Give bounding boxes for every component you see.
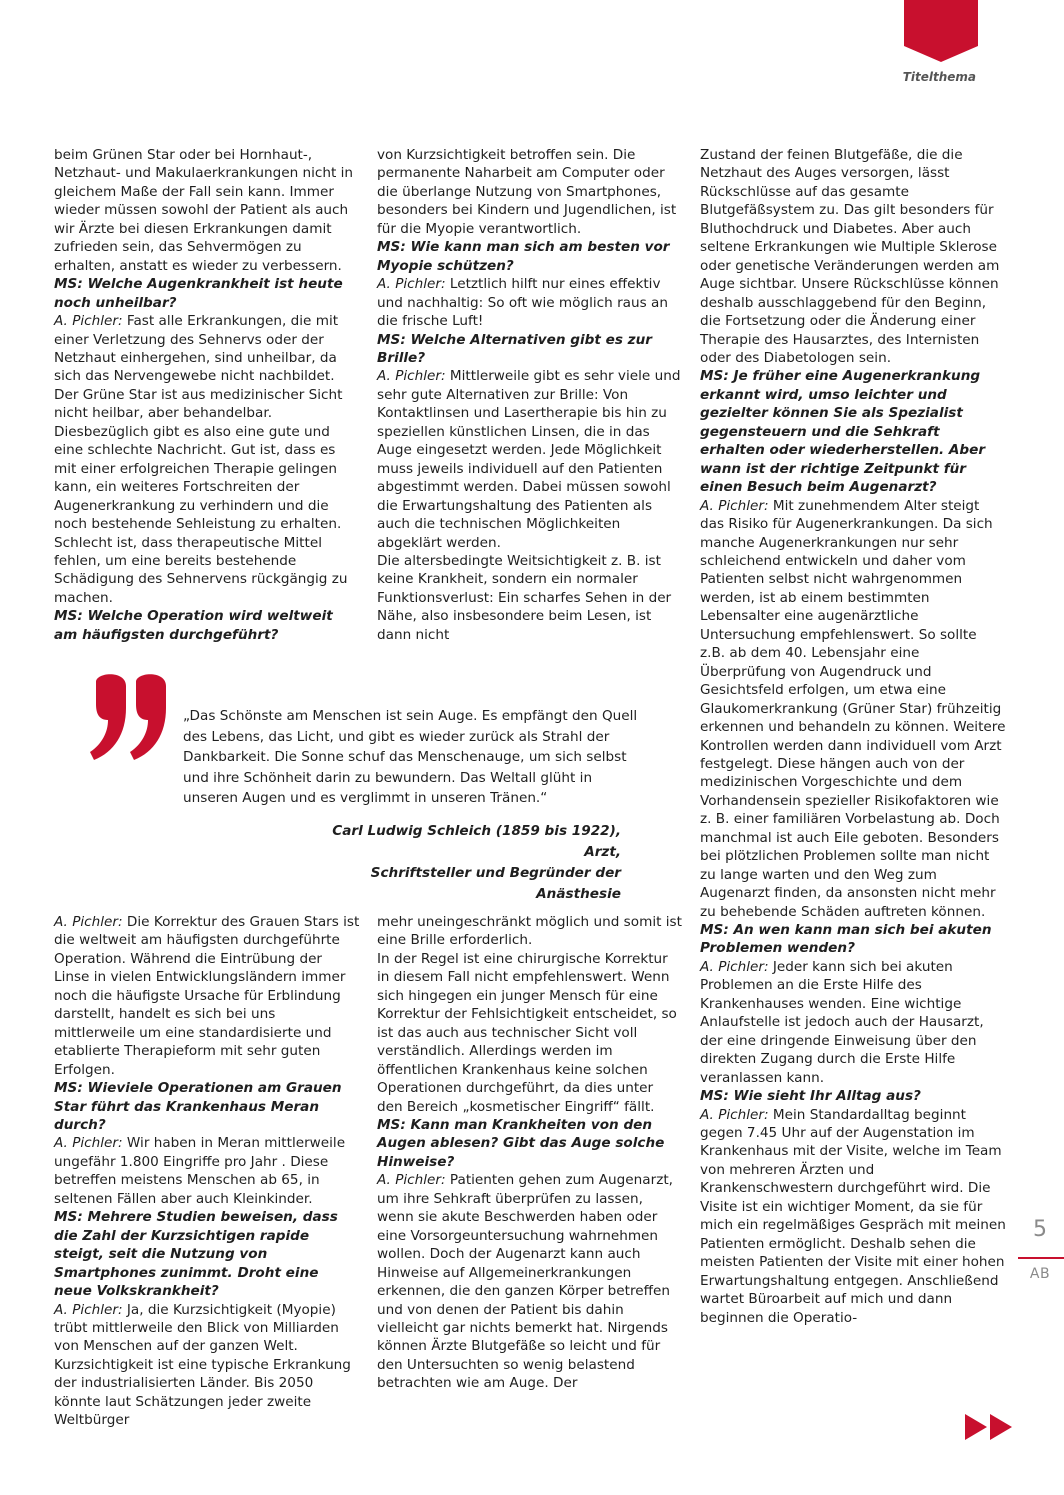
answer-text: Die Korrektur des Grauen Stars ist die weltweit am häufigsten durchgeführte Operation. Während die Eintrübung der Linse in vielen Entwicklungsländern immer noch die häufigste Ursache für Erblindung darstellt, handelt es sich bei uns mittlerweile um eine standardisierte und etablierte Therapieform mit sehr guten Erfolgen. — [54, 914, 360, 1078]
speaker-label: A. Pichler: — [700, 958, 769, 975]
double-arrow-right-icon[interactable] — [963, 1412, 1015, 1442]
interview-answer — [377, 275, 683, 330]
column-2-bottom — [377, 913, 683, 1393]
interview-answer — [54, 1134, 360, 1208]
body-paragraph: In der Regel ist eine chirurgische Korrektur in diesem Fall nicht empfehlenswert. Wenn sich hingegen ein junger Mensch für eine Korrektur der Fehlsichtigkeit entscheidet, so ist das auch aus technischer Sicht voll verständlich. Allerdings werden im öffentlichen Krankenhaus keine solchen Operationen durchgeführt, da dies unter den Bereich „kosmetischer Eingriff“ fällt. — [377, 950, 677, 1115]
answer-text: Fast alle Erkrankungen, die mit einer Verletzung des Sehnervs oder der Netzhaut einhergehen, sind unheilbar, da sich das Nervengewebe nicht nachbildet. Der Grüne Star ist aus medizinischer Sicht nicht heilbar, aber behandelbar. Diesbezüglich gibt es also eine gute und eine schlechte Nachricht. Gut ist, dass es mit einer erfolgreichen Therapie gelingen kann, ein weiteres Fortschreiten der Augenerkrankung zu verhindern und die noch bestehende Sehleistung zu erhalten. Schlecht ist, dass therapeutische Mittel fehlen, um eine bereits bestehende Schädigung des Sehnervens rückgängig zu machen. — [54, 313, 348, 606]
interview-question: MS: Je früher eine Augenerkrankung erkannt wird, umso leichter und gezielter können Sie als Spezialist gegensteuern und die Sehkraft erhalten oder wiederherstellen. Aber wann ist der richtige Zeitpunkt für einen Besuch beim Augenarzt? — [700, 368, 986, 496]
answer-text: Jeder kann sich bei akuten Problemen an die Erste Hilfe des Krankenhauses wenden. Eine wichtige Anlaufstelle ist jedoch auch der Hausarzt, der eine dringende Einweisung über den direkten Zugang durch die Erste Hilfe veranlassen kann. — [700, 958, 984, 1086]
body-paragraph: Zustand der feinen Blutgefäße, die die Netzhaut des Auges versorgen, lässt Rückschlüsse auf das gesamte Blutgefäßsystem zu. Das gilt besonders für Bluthochdruck und Diabetes. Aber auch seltene Erkrankungen wie Multiple Sklerose oder genetische Veränderungen werden am Auge sichtbar. Unsere Rückschlüsse können deshalb ausschlaggebend für den Beginn, die Fortsetzung oder die Änderung einer Therapie des Hausarztes, des Internisten oder des Diabetologen sein. — [700, 147, 1000, 366]
section-tab-point — [904, 46, 978, 62]
speaker-label: A. Pichler: — [377, 276, 446, 293]
column-1-top — [54, 146, 360, 644]
interview-answer — [377, 367, 683, 552]
attribution-line-1: Carl Ludwig Schleich (1859 bis 1922), Arzt, — [332, 823, 621, 860]
body-paragraph: von Kurzsichtigkeit betroffen sein. Die permanente Naharbeit am Computer oder die überlange Nutzung von Smartphones, besonders bei Kindern und Jugendlichen, ist für die Myopie verantwortlich. — [377, 147, 677, 237]
interview-answer — [54, 1301, 360, 1430]
interview-answer — [700, 497, 1006, 921]
speaker-label: A. Pichler: — [54, 1135, 123, 1152]
speaker-label: A. Pichler: — [700, 497, 769, 514]
column-1-bottom — [54, 913, 360, 1430]
interview-answer — [377, 1171, 683, 1392]
interview-answer — [54, 913, 360, 1079]
attribution-line-2: Schriftsteller und Begründer der Anästhesie — [370, 865, 621, 902]
interview-question: MS: Kann man Krankheiten von den Augen ablesen? Gibt das Auge solche Hinweise? — [377, 1116, 665, 1170]
quote-mark-icon — [86, 668, 176, 768]
pull-quote-attribution — [300, 821, 621, 905]
interview-question: MS: Welche Alternativen gibt es zur Brille? — [377, 331, 652, 366]
speaker-label: A. Pichler: — [377, 368, 446, 385]
interview-question: MS: Wie kann man sich am besten vor Myopie schützen? — [377, 239, 670, 274]
body-paragraph: Die altersbedingte Weitsichtigkeit z. B. ist keine Krankheit, sondern ein normaler Funktionsverlust: Ein scharfes Sehen in der Nähe, also insbesondere beim Lesen, ist dann nicht — [377, 552, 672, 643]
answer-text: Mein Standardalltag beginnt gegen 7.45 Uhr auf der Augenstation im Krankenhaus mit der Visite, welche im Team von mehreren Ärzten und Krankenschwestern durchgeführt wird. Die Visite ist ein wichtiger Moment, da sie für mich ein regelmäßiges Gespräch mit meinen Patienten ermöglicht. Deshalb sehen die meisten Patienten der Visite mit einer hohen Erwartungshaltung entgegen. Anschließend wartet Büroarbeit auf mich und dann beginnen die Operatio- — [700, 1106, 1006, 1326]
body-paragraph: mehr uneingeschränkt möglich und somit ist eine Brille erforderlich. — [377, 914, 682, 949]
section-label: Titelthema — [902, 70, 976, 84]
answer-text: Wir haben in Meran mittlerweile ungefähr 1.800 Eingriffe pro Jahr . Diese betreffen meistens Menschen ab 65, in seltenen Fällen aber auch Kleinkinder. — [54, 1135, 346, 1207]
column-3 — [700, 146, 1006, 1327]
interview-question: MS: Welche Operation wird weltweit am häufigsten durchgeführt? — [54, 608, 333, 643]
body-paragraph: beim Grünen Star oder bei Hornhaut-, Netzhaut- und Makulaerkrankungen nicht in gleichem Maße der Fall sein kann. Immer wieder müssen sowohl der Patient als auch wir Ärzte bei diesen Erkrankungen damit zufrieden sein, das Sehvermögen zu erhalten, anstatt es wieder zu verbessern. — [54, 147, 354, 274]
speaker-label: A. Pichler: — [54, 313, 123, 330]
speaker-label: A. Pichler: — [377, 1172, 446, 1189]
speaker-label: A. Pichler: — [700, 1106, 769, 1123]
speaker-label: A. Pichler: — [54, 914, 123, 930]
answer-text: Patienten gehen zum Augenarzt, um ihre Sehkraft überprüfen zu lassen, wenn sie akute Beschwerden haben oder eine Vorsorgeuntersuchung wahrnehmen wollen. Doch der Augenarzt kann auch Hinweise auf Allgemeinerkrankungen erkennen, die den ganzen Körper betreffen und von denen der Patient bis dahin vielleicht gar nichts bemerkt hat. Nirgends können Ärzte Blutgefäße so leicht und für den Untersuchten so wenig belastend betrachten wie am Auge. Der — [377, 1172, 673, 1392]
interview-question: MS: An wen kann man sich bei akuten Problemen wenden? — [700, 922, 992, 957]
magazine-mark: AB — [1029, 1266, 1051, 1282]
interview-answer — [54, 312, 360, 607]
page-number: 5 — [1033, 1217, 1047, 1242]
interview-question: MS: Wie sieht Ihr Alltag aus? — [700, 1088, 921, 1105]
speaker-label: A. Pichler: — [54, 1301, 123, 1318]
section-tab — [904, 0, 978, 46]
interview-question: MS: Welche Augenkrankheit ist heute noch unheilbar? — [54, 276, 343, 311]
interview-question: MS: Mehrere Studien beweisen, dass die Zahl der Kurzsichtigen rapide steigt, seit die Nutzung von Smartphones zunimmt. Droht eine neue Volkskrankheit? — [54, 1209, 338, 1300]
answer-text: Ja, die Kurzsichtigkeit (Myopie) trübt mittlerweile den Blick von Milliarden von Menschen auf der ganzen Welt. Kurzsichtigkeit ist eine typische Erkrankung der industrialisierten Länder. Bis 2050 könnte laut Schätzungen jeder zweite Weltbürger — [54, 1301, 351, 1429]
answer-text: Letztlich hilft nur eines effektiv und nachhaltig: So oft wie möglich raus an die frische Luft! — [377, 276, 668, 330]
pull-quote-text: „Das Schönste am Menschen ist sein Auge. Es empfängt den Quell des Lebens, das Licht, und gibt es wieder zurück als Strahl der Dankbarkeit. Die Sonne schuf das Menschenauge, um sich selbst und ihre Schönheit darin zu bewundern. Das Weltall glüht in unseren Augen und es verglimmt in unseren Tränen.“ — [183, 708, 638, 806]
interview-question: MS: Wieviele Operationen am Grauen Star führt das Krankenhaus Meran durch? — [54, 1080, 342, 1133]
answer-text: Mittlerweile gibt es sehr viele und sehr gute Alternativen zur Brille: Von Kontaktlinsen und Lasertherapie bis hin zu speziellen künstlichen Linsen, die in das Auge eingesetzt werden. Jede Möglichkeit muss jeweils individuell auf den Patienten abgestimmt werden. Dabei müssen sowohl die Erwartungshaltung des Patienten als auch die technischen Möglichkeiten abgeklärt werden. — [377, 368, 681, 551]
column-2-top — [377, 146, 683, 644]
page-number-divider — [1018, 1257, 1064, 1259]
interview-answer — [700, 1106, 1006, 1327]
interview-answer — [700, 958, 1006, 1087]
answer-text: Mit zunehmendem Alter steigt das Risiko für Augenerkrankungen. Da sich manche Augenerkrankungen nur sehr schleichend entwickeln und daher vom Patienten selbst nicht wahrgenommen werden, ist ab einem bestimmten Lebensalter eine augenärztliche Untersuchung empfehlenswert. So sollte z.B. ab dem 40. Lebensjahr eine Überprüfung von Augendruck und Gesichtsfeld erfolgen, um etwa eine Glaukomerkrankung (Grüner Star) frühzeitig erkennen und behandeln zu können. Weitere Kontrollen werden dann individuell vom Arzt festgelegt. Diese hängen auch von der medizinischen Vorgeschichte und dem Vorhandensein spezieller Risikofaktoren wie z. B. einer familiären Vorbelastung ab. Doch manchmal ist auch Eile geboten. Besonders bei plötzlichen Problemen sollte man nicht zu lange warten und den Weg zum Augenarzt finden, da ansonsten nicht mehr zu behebende Schäden auftreten können. — [700, 497, 1006, 920]
